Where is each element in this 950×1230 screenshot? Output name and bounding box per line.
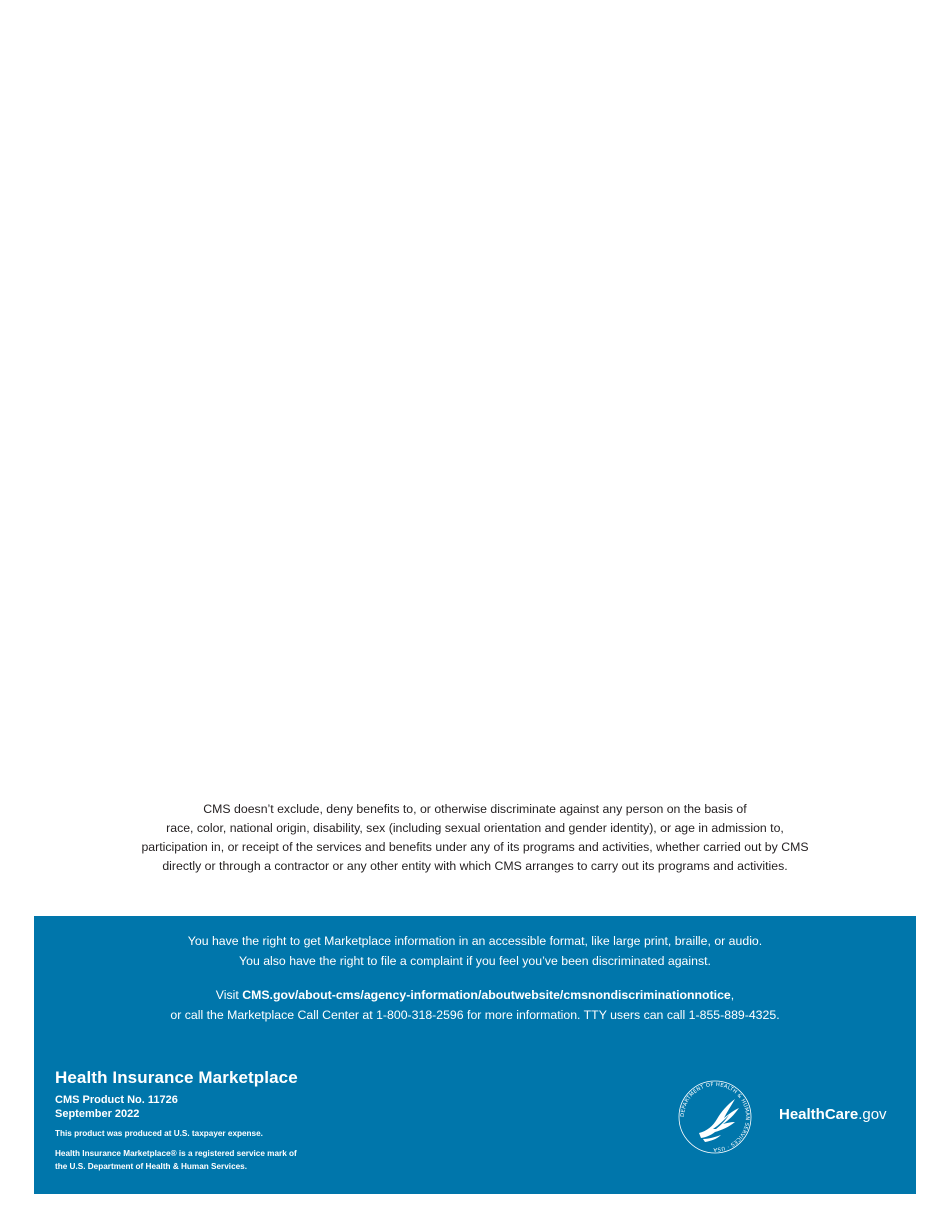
notice-line: directly or through a contractor or any other entity with which CMS arranges to carry out its programs and activities. [162,859,788,873]
seal-text: DEPARTMENT OF HEALTH & HUMAN SERVICES · USA [679,1081,751,1153]
service-mark-line: the U.S. Department of Health & Human Services. [55,1162,247,1171]
brand-block [55,1067,395,1173]
product-number: CMS Product No. 11726 [55,1094,178,1106]
visit-line [34,985,916,1005]
visit-suffix: , [730,988,735,1002]
rights-line: You have the right to get Marketplace information in an accessible format, like large print, braille, or audio. [187,934,763,948]
healthcare-logo-domain: .gov [858,1106,887,1123]
hhs-seal-icon [677,1079,753,1155]
healthcare-gov-logo [779,1106,887,1123]
nondiscrimination-notice [0,800,950,876]
contact-statement [34,985,916,1025]
brand-title: Health Insurance Marketplace [55,1068,298,1087]
publication-date: September 2022 [55,1108,140,1120]
nondiscrimination-link[interactable]: CMS.gov/about-cms/agency-information/aboutwebsite/cmsnondiscriminationnotice [242,988,731,1002]
footer-panel [34,916,916,1194]
notice-line: race, color, national origin, disability, sex (including sexual orientation and gender identity), or age in admission to, [166,821,784,835]
service-mark-note [55,1147,395,1173]
service-mark-line: Health Insurance Marketplace® is a registered service mark of [55,1149,297,1158]
notice-line: participation in, or receipt of the services and benefits under any of its programs and activities, whether carried out by CMS [141,840,809,854]
rights-line: You also have the right to file a complaint if you feel you’ve been discriminated against. [239,954,711,968]
rights-statement [34,931,916,971]
healthcare-logo-strong: HealthCare [779,1106,859,1123]
expense-note: This product was produced at U.S. taxpayer expense. [55,1129,263,1138]
visit-prefix: Visit [215,988,243,1002]
call-center-line: or call the Marketplace Call Center at 1-800-318-2596 for more information. TTY users can call 1-855-889-4325. [170,1008,780,1022]
svg-text:DEPARTMENT OF HEALTH & HUMAN S [680,1082,750,1152]
notice-line: CMS doesn’t exclude, deny benefits to, or otherwise discriminate against any person on the basis of [203,802,747,816]
